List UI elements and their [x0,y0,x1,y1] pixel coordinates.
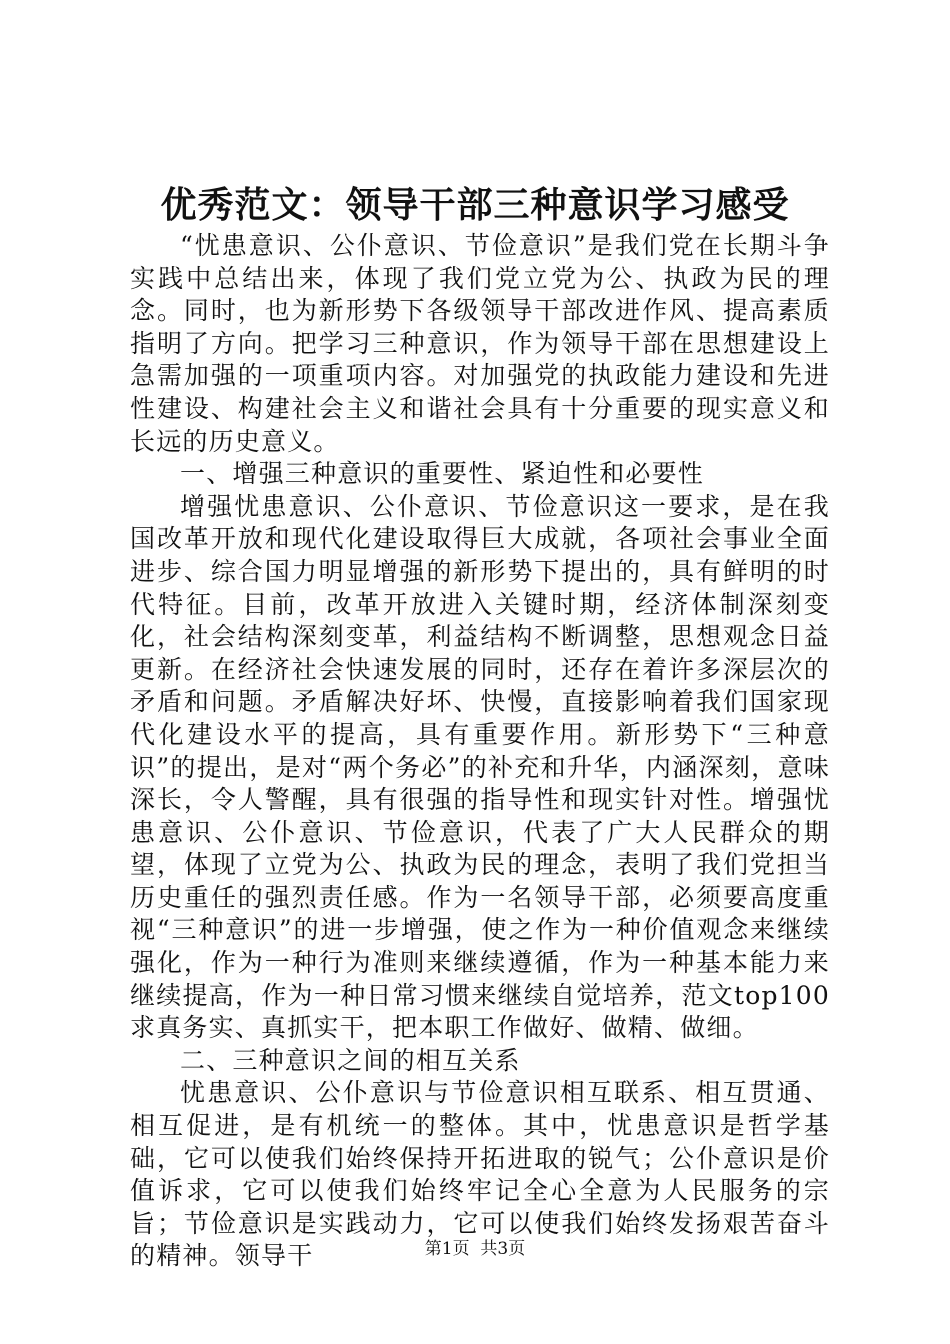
section-heading-2: 二、三种意识之间的相互关系 [180,1045,521,1075]
document-title: 优秀范文：领导干部三种意识学习感受 [160,184,790,226]
page-total: 共3页 [480,1239,526,1259]
paragraph-intro: “忧患意识、公仆意识、节俭意识”是我们党在长期斗争实践中总结出来，体现了我们党立党为公、执政为民的理念。同时，也为新形势下各级领导干部改进作风、提高素质指明了方向。把学习三种意识，作为领导干部在思想建设上急需加强的一项重项内容。对加强党的执政能力建设和先进性建设、构建社会主义和谐社会具有十分重要的现实意义和长远的历史意义。 [130,231,830,456]
page-number: 第1页 [424,1239,470,1259]
document-body [130,230,830,1273]
paragraph-section-1: 增强忧患意识、公仆意识、节俭意识这一要求，是在我国改革开放和现代化建设取得巨大成就，各项社会事业全面进步、综合国力明显增强的新形势下提出的，具有鲜明的时代特征。目前，改革开放进入关键时期，经济体制深刻变化，社会结构深刻变革，利益结构不断调整，思想观念日益更新。在经济社会快速发展的同时，还存在着许多深层次的矛盾和问题。矛盾解决好坏、快慢，直接影响着我们国家现代化建设水平的提高，具有重要作用。新形势下“三种意识”的提出，是对“两个务必”的补充和升华，内涵深刻，意味深长，令人警醒，具有很强的指导性和现实针对性。增强忧患意识、公仆意识、节俭意识，代表了广大人民群众的期望，体现了立党为公、执政为民的理念，表明了我们党担当历史重任的强烈责任感。作为一名领导干部，必须要高度重视“三种意识”的进一步增强，使之作为一种价值观念来继续强化，作为一种行为准则来继续遵循，作为一种基本能力来继续提高，作为一种日常习惯来继续自觉培养，范文top100求真务实、真抓实干，把本职工作做好、做精、做细。 [130,491,830,1043]
section-heading-1: 一、增强三种意识的重要性、紧迫性和必要性 [180,459,705,489]
page-footer [0,1238,950,1260]
paragraph-section-2: 忧患意识、公仆意识与节俭意识相互联系、相互贯通、相互促进，是有机统一的整体。其中，忧患意识是哲学基础，它可以使我们始终保持开拓进取的锐气；公仆意识是价值诉求，它可以使我们始终牢记全心全意为人民服务的宗旨；节俭意识是实践动力，它可以使我们始终发扬艰苦奋斗的精神。领导干 [130,1078,830,1271]
